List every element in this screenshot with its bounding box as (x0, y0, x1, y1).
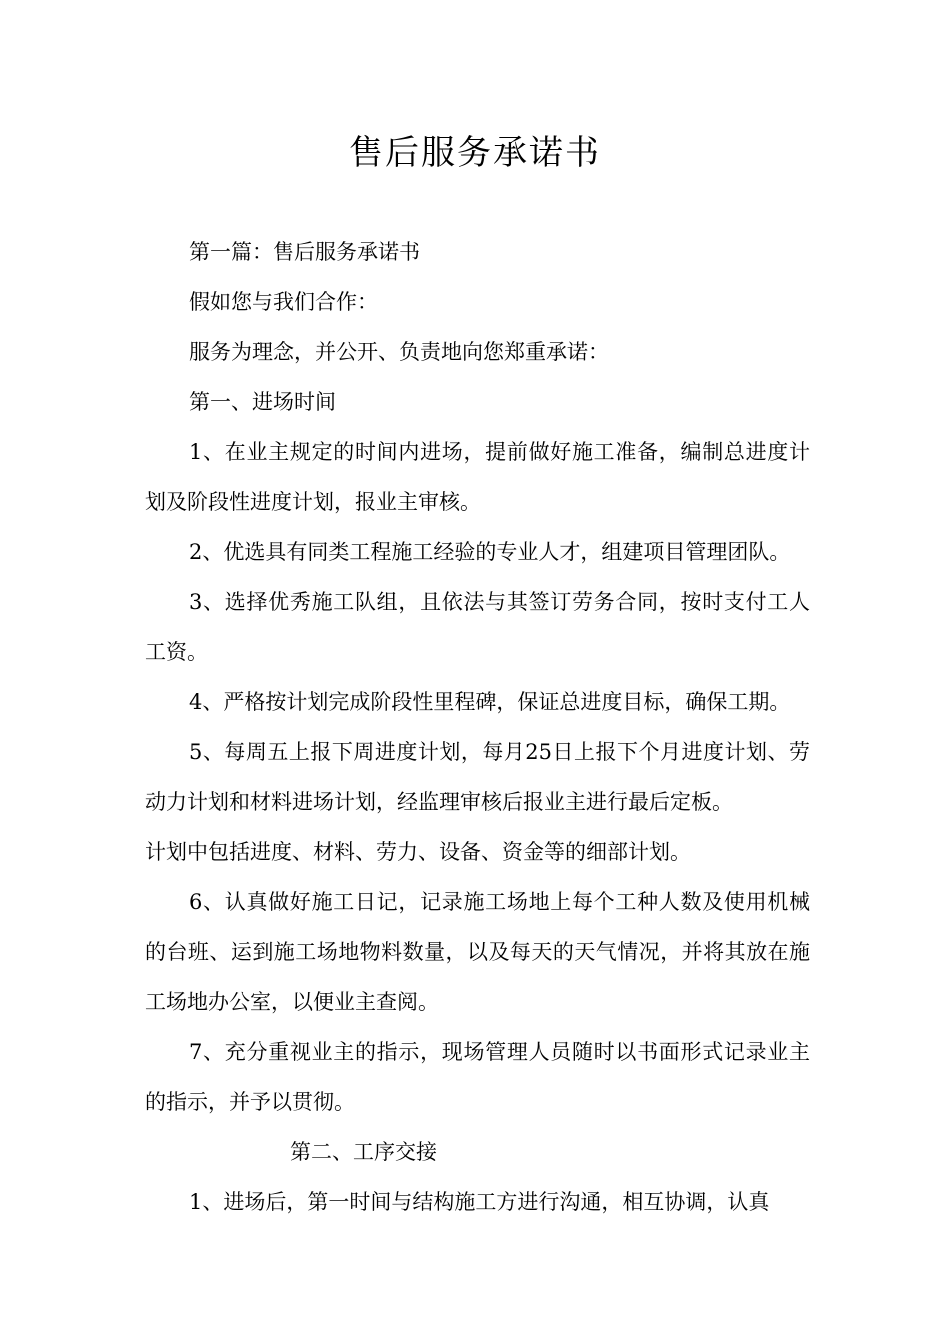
paragraph-item-3: 3、选择优秀施工队组，且依法与其签订劳务合同，按时支付工人工资。 (145, 590, 810, 664)
paragraph-item-4: 4、严格按计划完成阶段性里程碑，保证总进度目标，确保工期。 (189, 690, 791, 714)
document-body (145, 227, 810, 1227)
paragraph-item-5-continued: 计划中包括进度、材料、劳力、设备、资金等的细部计划。 (145, 840, 691, 864)
paragraph-chapter-heading: 第一篇：售后服务承诺书 (189, 240, 420, 264)
paragraph-greeting: 假如您与我们合作： (189, 290, 378, 314)
paragraph-handover-item-1: 1、进场后，第一时间与结构施工方进行沟通，相互协调，认真 (189, 1190, 770, 1214)
paragraph-item-6: 6、认真做好施工日记，记录施工场地上每个工种人数及使用机械的台班、运到施工场地物料数量，以及每天的天气情况，并将其放在施工场地办公室，以便业主查阅。 (145, 890, 810, 1014)
document-title: 售后服务承诺书 (349, 133, 601, 173)
paragraph-promise-intro: 服务为理念，并公开、负责地向您郑重承诺： (189, 340, 609, 364)
paragraph-item-1: 1、在业主规定的时间内进场，提前做好施工准备，编制总进度计划及阶段性进度计划，报业主审核。 (145, 440, 810, 514)
paragraph-item-2: 2、优选具有同类工程施工经验的专业人才，组建项目管理团队。 (189, 540, 791, 564)
paragraph-item-5: 5、每周五上报下周进度计划，每月25日上报下个月进度计划、劳动力计划和材料进场计划，经监理审核后报业主进行最后定板。 (145, 740, 810, 814)
paragraph-item-7: 7、充分重视业主的指示，现场管理人员随时以书面形式记录业主的指示，并予以贯彻。 (145, 1040, 810, 1114)
section-heading-entry-time: 第一、进场时间 (189, 390, 336, 414)
section-heading-process-handover: 第二、工序交接 (290, 1140, 437, 1164)
